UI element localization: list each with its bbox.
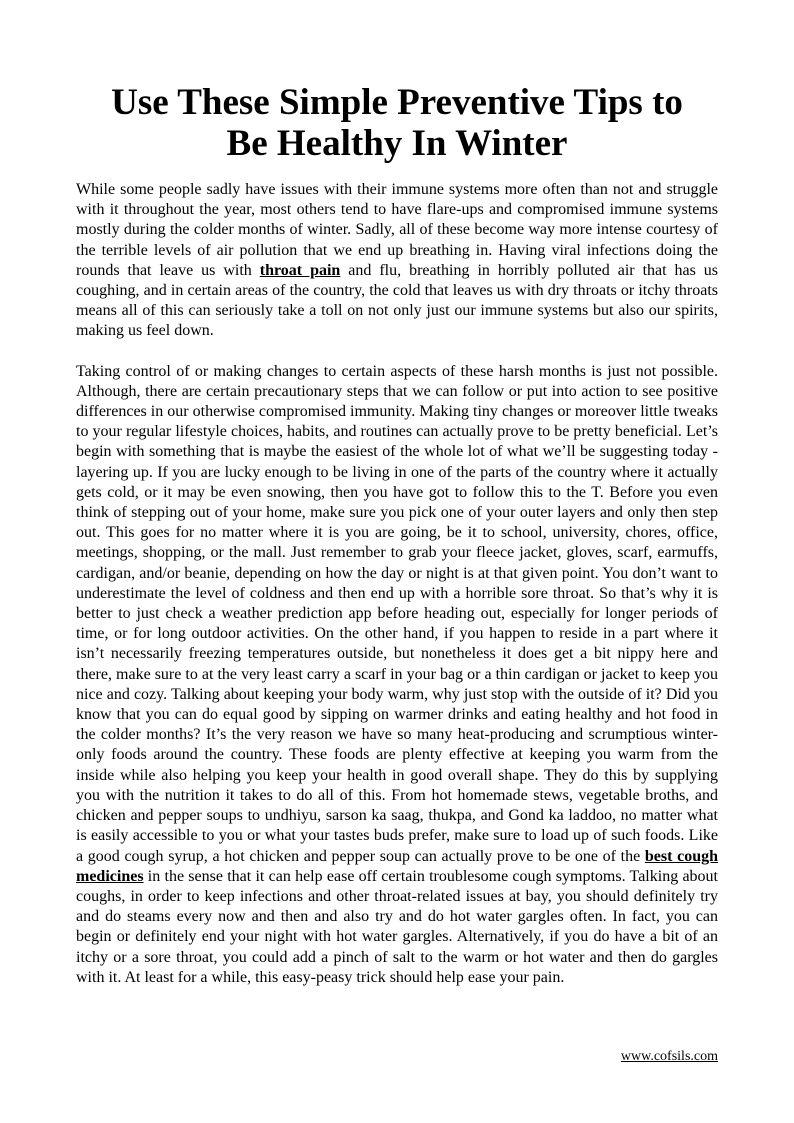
paragraph-2-text-start: Taking control of or making changes to certain aspects of these harsh months is just not possible. Although, there are certain precautionary steps that we can follow or put into action to see positive differences in our otherwise compromised immunity. Making tiny changes or moreover little tweaks to your regular lifestyle choices, habits, and routines can actually prove to be pretty beneficial. Let’s begin with something that is maybe the easiest of the whole lot of what we’ll be suggesting today - layering up. If you are lucky enough to be living in one of the parts of the country where it actually gets cold, or it may be even snowing, then you have got to follow this to the T. Before you even think of stepping out of your home, make sure you pick one of your outer layers and only then step out. This goes for no matter where it is you are going, be it to school, university, chores, office, meetings, shopping, or the mall. Just remember to grab your fleece jacket, gloves, scarf, earmuffs, cardigan, and/or beanie, depending on how the day or night is at that given point. You don’t want to underestimate the level of coldness and then end up with a horrible sore throat. So that’s why it is better to just check a weather prediction app before heading out, especially for longer periods of time, or for long outdoor activities. On the other hand, if you happen to reside in a part where it isn’t necessarily freezing temperatures outside, but nonetheless it does get a bit nippy here and there, make sure to at the very least carry a scarf in your bag or a thin cardigan or jacket to keep you nice and cozy. Talking about keeping your body warm, why just stop with the outside of it? Did you know that you can do equal good by sipping on warmer drinks and eating healthy and hot food in the colder months? It’s the very reason we have so many heat-producing and scrumptious winter-only foods around the country. These foods are plenty effective at keeping you warm from the inside while also helping you keep your health in good overall shape. They do this by supplying you with the nutrition it takes to do all of this. From hot homemade stews, vegetable broths, and chicken and pepper soups to undhiyu, sarson ka saag, thukpa, and Gond ka laddoo, no matter what is easily accessible to you or what your tastes buds prefer, make sure to load up of such foods. Like a good cough syrup, a hot chicken and pepper soup can actually prove to be one of the [76, 362, 718, 865]
best-cough-medicines-link[interactable]: best cough medicines [76, 847, 719, 885]
throat-pain-link[interactable]: throat pain [259, 261, 341, 279]
paragraph-tips [76, 362, 718, 988]
title-line-2: Be Healthy In Winter [226, 123, 568, 164]
page-title [76, 82, 718, 164]
paragraph-1-text-start: While some people sadly have issues with their immune systems more often than not and struggle with it throughout the year, most others tend to have flare-ups and compromised immune systems mostly during the colder months of winter. Sadly, all of these become way more intense courtesy of the terrible levels of air pollution that we end up breathing in. Having viral infections doing the rounds that leave us with [76, 181, 718, 279]
title-line-1: Use These Simple Preventive Tips to [111, 82, 683, 123]
footer-url[interactable] [621, 1048, 718, 1066]
footer-url-text[interactable]: www.cofsils.com [620, 1049, 718, 1064]
paragraph-intro [76, 180, 718, 342]
paragraph-2-text-end: in the sense that it can help ease off certain troublesome cough symptoms. Talking about coughs, in order to keep infections and other throat-related issues at bay, you should definitely try and do steams every now and then and also try and do hot water gargles often. In fact, you can begin or definitely end your night with hot water gargles. Alternatively, if you do have a bit of an itchy or a sore throat, you could add a pinch of salt to the warm or hot water and then do gargles with it. At least for a while, this easy-peasy trick should help ease your pain. [76, 867, 718, 986]
document-page [76, 82, 718, 988]
paragraph-1-text-end: and flu, breathing in horribly polluted air that has us coughing, and in certain areas of the country, the cold that leaves us with dry throats or itchy throats means all of this can seriously take a toll on not only just our immune systems but also our spirits, making us feel down. [76, 261, 719, 340]
